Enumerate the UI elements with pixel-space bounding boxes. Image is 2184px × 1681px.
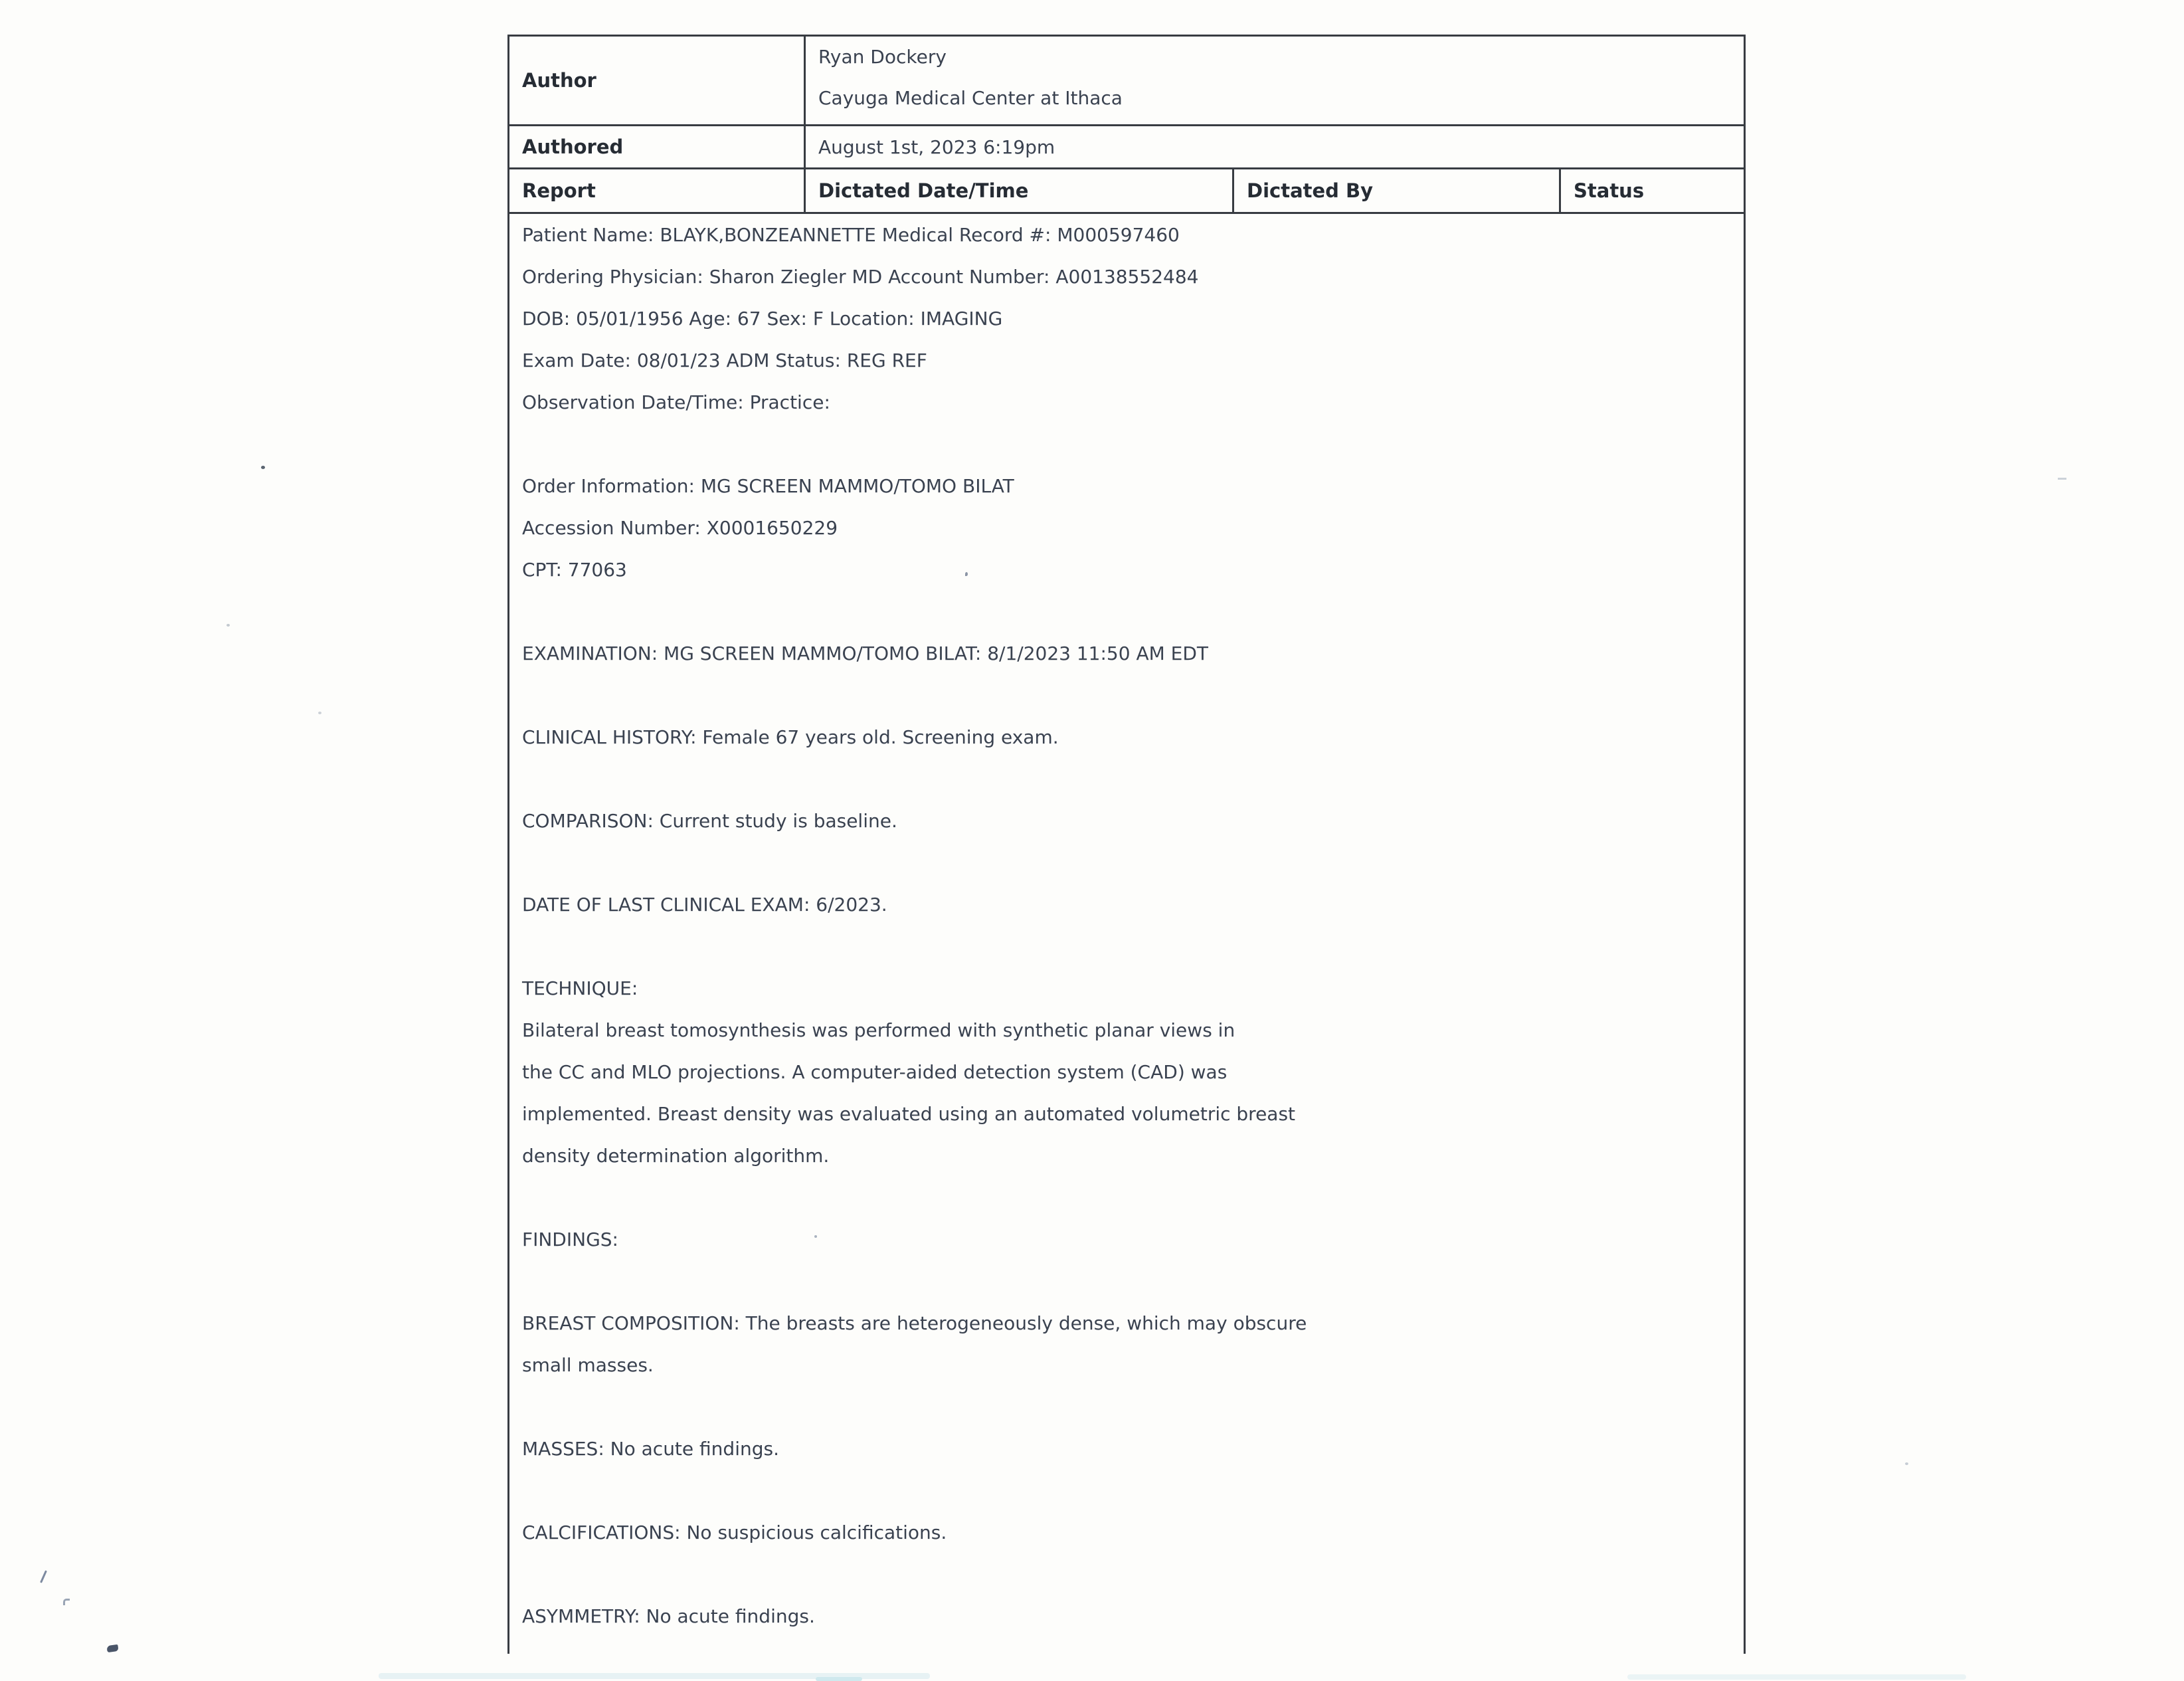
scan-speck [2058, 478, 2066, 480]
scan-speck [106, 1644, 118, 1652]
report-line [522, 1553, 1730, 1595]
scan-speck [63, 1599, 70, 1605]
report-line: Accession Number: X0001650229 [522, 517, 838, 539]
dictated-datetime-column-header: Dictated Date/Time [806, 169, 1234, 212]
report-line: MASSES: No acute findings. [522, 1438, 779, 1460]
report-line: the CC and MLO projections. A computer-aided detection system (CAD) was [522, 1061, 1228, 1083]
author-organization: Cayuga Medical Center at Ithaca [818, 87, 1123, 109]
report-line: Exam Date: 08/01/23 ADM Status: REG REF [522, 349, 927, 371]
report-line: small masses. [522, 1354, 654, 1376]
report-line [522, 926, 1730, 967]
report-line: Bilateral breast tomosynthesis was performed with synthetic planar views in [522, 1019, 1235, 1041]
report-line: Observation Date/Time: Practice: [522, 391, 830, 413]
report-column-header: Report [509, 169, 806, 212]
report-line [522, 1260, 1730, 1302]
report-line: COMPARISON: Current study is baseline. [522, 810, 897, 832]
report-line [522, 1177, 1730, 1219]
report-line: EXAMINATION: MG SCREEN MAMMO/TOMO BILAT: 8/1/2023 11:50 AM EDT [522, 643, 1209, 664]
report-body [507, 214, 1746, 1654]
authored-label: Authored [509, 126, 806, 167]
report-line: implemented. Breast density was evaluated using an automated volumetric breast [522, 1103, 1296, 1125]
report-line: BREAST COMPOSITION: The breasts are heterogeneously dense, which may obscure [522, 1312, 1307, 1334]
report-line: Order Information: MG SCREEN MAMMO/TOMO BILAT [522, 475, 1014, 497]
scan-speck [261, 466, 265, 469]
scan-speck [1905, 1462, 1908, 1465]
author-label: Author [509, 37, 806, 124]
scan-speck [318, 712, 321, 714]
report-line: TECHNIQUE: [522, 977, 638, 999]
scanner-edge-smudge [379, 1673, 930, 1679]
scan-speck [227, 624, 230, 627]
authored-row [509, 126, 1744, 169]
report-line: DOB: 05/01/1956 Age: 67 Sex: F Location: IMAGING [522, 308, 1003, 330]
report-line: FINDINGS: [522, 1229, 618, 1250]
author-value-cell [806, 37, 1744, 124]
author-row [509, 37, 1744, 126]
report-line [522, 758, 1730, 800]
report-line: density determination algorithm. [522, 1145, 830, 1167]
report-line [522, 1470, 1730, 1512]
scanner-edge-smudge [1627, 1674, 1966, 1680]
scanner-edge-smudge [816, 1677, 862, 1681]
report-line [522, 1386, 1730, 1428]
report-line: Ordering Physician: Sharon Ziegler MD Account Number: A00138552484 [522, 266, 1199, 288]
report-line [522, 674, 1730, 716]
report-line: CLINICAL HISTORY: Female 67 years old. Screening exam. [522, 726, 1059, 748]
report-line: CALCIFICATIONS: No suspicious calcifications. [522, 1522, 947, 1543]
dictated-by-column-header: Dictated By [1234, 169, 1561, 212]
report-line [522, 423, 1730, 465]
status-column-header: Status [1574, 179, 1645, 202]
report-line: Patient Name: BLAYK,BONZEANNETTE Medical Record #: M000597460 [522, 224, 1180, 246]
author-name: Ryan Dockery [818, 46, 947, 68]
report-line [522, 842, 1730, 884]
report-line: ASYMMETRY: No acute findings. [522, 1605, 815, 1627]
scan-speck [40, 1570, 47, 1583]
report-line [522, 591, 1730, 633]
report-columns-header-row [509, 169, 1744, 214]
report-line: CPT: 77063 [522, 559, 627, 581]
report-header-table [507, 35, 1746, 214]
report-line: DATE OF LAST CLINICAL EXAM: 6/2023. [522, 894, 887, 916]
authored-value: August 1st, 2023 6:19pm [818, 136, 1055, 158]
